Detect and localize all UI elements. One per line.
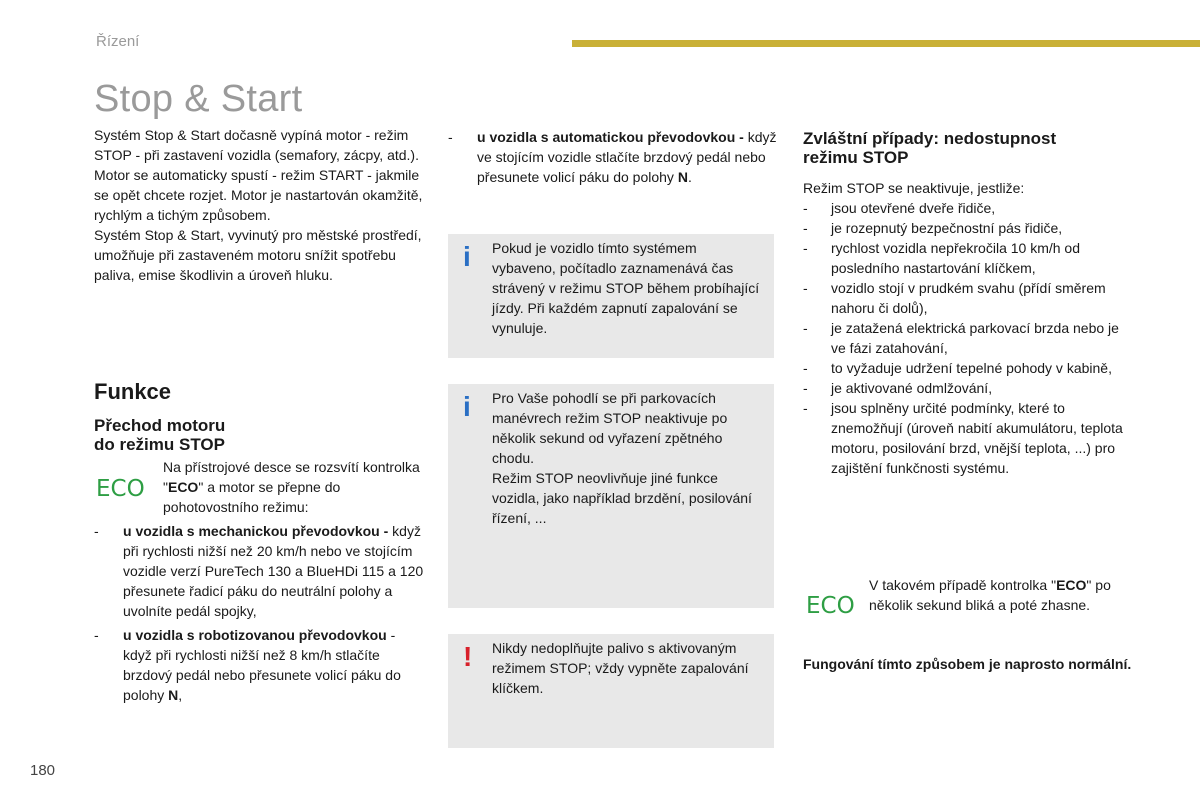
page-title: Stop & Start (94, 78, 303, 120)
section-label: Řízení (96, 33, 140, 50)
list-item: - rychlost vozidla nepřekročila 10 km/h od posledního nastartování klíčkem, (803, 238, 1133, 278)
special-cases-intro: Režim STOP se neaktivuje, jestliže: (803, 180, 1025, 196)
eco-text-part: " po několik sekund bliká a poté zhasne. (869, 577, 1111, 613)
warning-icon: ! (463, 641, 473, 672)
intro-text (94, 125, 424, 285)
info-paragraph: Režim STOP neovlivňuje jiné funkce vozidla, jako například brzdění, posilování řízení, ... (492, 470, 752, 526)
list-item-text: , (178, 687, 183, 703)
subheading-line: Zvláštní případy: nedostupnost (803, 129, 1057, 148)
list-item: - je zatažená elektrická parkovací brzda nebo je ve fázi zatahování, (803, 318, 1133, 358)
warning-paragraph: Nikdy nedoplňujte palivo s aktivovaným režimem STOP; vždy vypněte zapalování klíčkem. (492, 640, 749, 696)
list-item-bold: N (168, 687, 179, 703)
warning-box-text (492, 638, 762, 698)
info-box-counter (448, 234, 774, 358)
list-item-text: . (687, 169, 692, 185)
subheading-line: režimu STOP (803, 148, 909, 167)
special-cases-list (803, 198, 1133, 478)
list-item-bold: u vozidla s mechanickou převodovkou - (123, 523, 389, 539)
info-box-text (492, 238, 762, 338)
warning-box-fuel (448, 634, 774, 748)
subheading-line: do režimu STOP (94, 435, 225, 454)
list-item (448, 127, 778, 187)
list-item: - jsou splněny určité podmínky, které to znemožňují (úroveň nabití akumulátoru, teplota motoru, posilování brzd, vnější teplota, ...) pro zajištění funkčnosti systému. (803, 398, 1133, 478)
info-box-parking (448, 384, 774, 608)
list-item: - jsou otevřené dveře řidiče, (803, 198, 1133, 218)
info-box-text (492, 388, 762, 528)
list-item (94, 625, 424, 705)
list-item-text: když při rychlosti nižší než 20 km/h nebo ve stojícím vozidle verzí PureTech 130 a BlueHDi 115 a 120 přesunete řadicí páku do neutrální polohy a uvolníte pedál spojky, (123, 523, 424, 619)
list-item (94, 521, 424, 621)
eco-text-part: Na přístrojové desce se rozsvítí kontrolka " (163, 459, 420, 495)
eco-description (163, 457, 423, 517)
eco-indicator-icon: ECO (806, 593, 855, 619)
list-item: - je aktivované odmlžování, (803, 378, 1133, 398)
page-number: 180 (30, 762, 56, 779)
intro-paragraph: Systém Stop & Start dočasně vypíná motor - režim STOP - při zastavení vozidla (semafory, zácpy, atd.). Motor se automaticky spustí - režim START - jakmile se opět chcete rozjet. Motor je nastartován okamžitě, rychlým a tichým způsobem. (94, 127, 423, 223)
intro-paragraph: Systém Stop & Start, vyvinutý pro městské prostředí, umožňuje při zastaveném motoru snížit spotřebu paliva, emise škodlivin a úroveň hluku. (94, 227, 422, 283)
stop-conditions-list (94, 521, 424, 709)
list-item-bold: N (677, 169, 688, 185)
subheading-prechod (94, 416, 225, 454)
list-item-bold: u vozidla s robotizovanou převodovkou (123, 627, 387, 643)
list-item: - to vyžaduje udržení tepelné pohody v kabině, (803, 358, 1133, 378)
info-paragraph: Pro Vaše pohodlí se při parkovacích manévrech režim STOP neaktivuje po několik sekund od vyřazení zpětného chodu. (492, 390, 728, 466)
eco-blink-description (869, 575, 1129, 615)
list-item-text: - když při rychlosti nižší než 8 km/h stlačíte brzdový pedál nebo přesunete volicí páku do polohy (123, 627, 401, 703)
normal-operation-note: Fungování tímto způsobem je naprosto normální. (803, 656, 1132, 672)
subheading-line: Přechod motoru (94, 416, 226, 435)
eco-text-bold: ECO (167, 479, 199, 495)
eco-indicator-icon: ECO (96, 476, 145, 502)
list-item-text: když ve stojícím vozidle stlačíte brzdový pedál nebo přesunete volicí páku do polohy (477, 129, 777, 185)
list-item-bold: u vozidla s automatickou převodovkou - (477, 129, 744, 145)
list-item: - je rozepnutý bezpečnostní pás řidiče, (803, 218, 1133, 238)
info-paragraph: Pokud je vozidlo tímto systémem vybaveno, počítadlo zaznamenává čas strávený v režimu STOP během probíhající jízdy. Při každém zapnutí zapalování se vynuluje. (492, 240, 760, 336)
eco-text-bold: ECO (1056, 577, 1087, 593)
special-cases-text (803, 178, 1133, 478)
header-accent-bar (572, 40, 1200, 47)
info-icon: i (463, 391, 471, 422)
section-heading-funkce: Funkce (94, 379, 172, 404)
info-icon: i (463, 241, 471, 272)
list-item: - vozidlo stojí v prudkém svahu (přídí směrem nahoru či dolů), (803, 278, 1133, 318)
automatic-gearbox-list (448, 127, 778, 187)
subheading-special-cases (803, 129, 1133, 167)
eco-text-part: V takovém případě kontrolka " (869, 577, 1057, 593)
eco-text-part: " a motor se přepne do pohotovostního režimu: (163, 479, 341, 515)
